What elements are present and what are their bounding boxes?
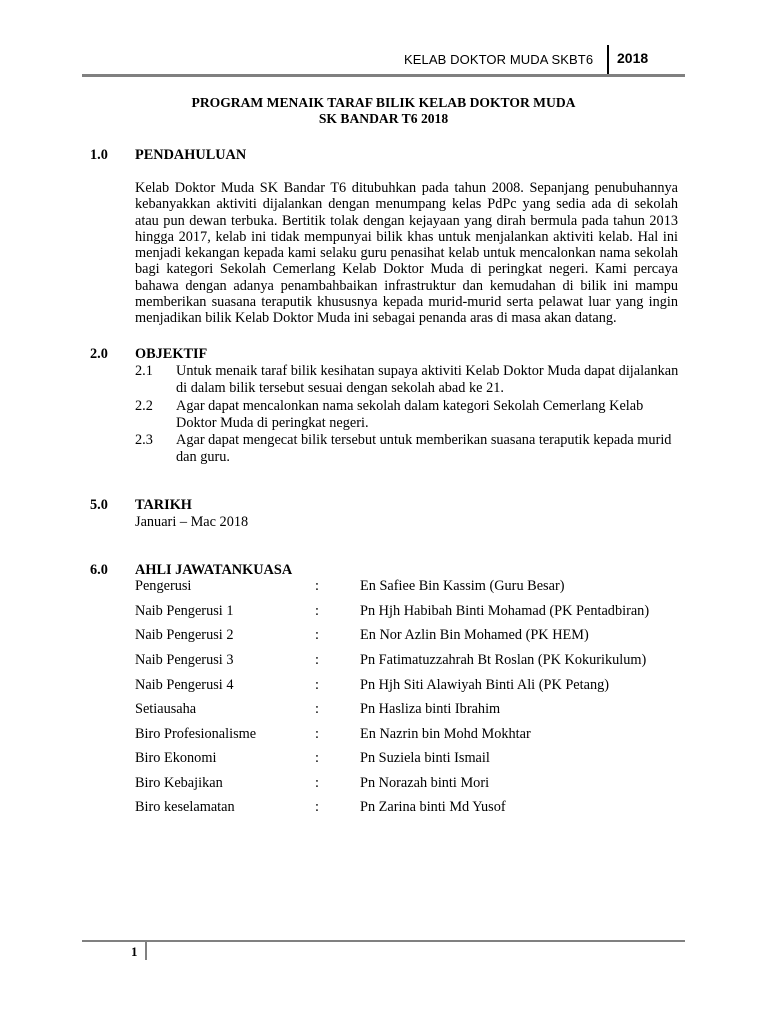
committee-name: Pn Fatimatuzzahrah Bt Roslan (PK Kokurikulum) (360, 652, 647, 668)
committee-role: Naib Pengerusi 2 (135, 627, 234, 643)
committee-colon: : (315, 652, 319, 668)
committee-role: Naib Pengerusi 4 (135, 677, 234, 693)
page-number: 1 (131, 944, 138, 959)
committee-name: En Nazrin bin Mohd Mokhtar (360, 726, 531, 742)
objective-text: Agar dapat mengecat bilik tersebut untuk memberikan suasana teraputik kepada murid dan guru. (176, 432, 672, 465)
committee-name: En Nor Azlin Bin Mohamed (PK HEM) (360, 627, 589, 643)
committee-name: Pn Hjh Siti Alawiyah Binti Ali (PK Petang) (360, 677, 610, 693)
header-title: KELAB DOKTOR MUDA SKBT6 (404, 52, 594, 67)
committee-colon: : (315, 627, 319, 643)
section-number-objectives: 2.0 (90, 346, 108, 362)
doc-title-line2: SK BANDAR T6 2018 (318, 111, 449, 126)
committee-role: Pengerusi (135, 578, 192, 594)
committee-colon: : (315, 726, 319, 742)
committee-colon: : (315, 775, 319, 791)
committee-name: En Safiee Bin Kassim (Guru Besar) (360, 578, 565, 594)
objective-text: Untuk menaik taraf bilik kesihatan supaya aktiviti Kelab Doktor Muda dapat dijalankan di dalam bilik tersebut sesuai dengan sekolah abad ke 21. (176, 363, 679, 396)
committee-role: Setiausaha (135, 701, 197, 717)
committee-name: Pn Suziela binti Ismail (360, 750, 490, 766)
objective-number: 2.2 (135, 398, 153, 414)
section-heading-committee: AHLI JAWATANKUASA (135, 562, 293, 578)
header-year: 2018 (617, 50, 649, 66)
committee-colon: : (315, 603, 319, 619)
committee-name: Pn Hasliza binti Ibrahim (360, 701, 501, 717)
committee-name: Pn Hjh Habibah Binti Mohamad (PK Pentadbiran) (360, 603, 650, 619)
committee-colon: : (315, 578, 319, 594)
committee-name: Pn Norazah binti Mori (360, 775, 490, 791)
committee-colon: : (315, 799, 319, 815)
header-separator (607, 45, 609, 75)
committee-role: Biro Ekonomi (135, 750, 217, 766)
date-value: Januari – Mac 2018 (135, 514, 249, 530)
committee-role: Biro keselamatan (135, 799, 235, 815)
section-number-intro: 1.0 (90, 147, 108, 163)
objective-number: 2.3 (135, 432, 153, 448)
objective-text: Agar dapat mencalonkan nama sekolah dalam kategori Sekolah Cemerlang Kelab Doktor Muda di peringkat negeri. (176, 398, 644, 431)
objective-number: 2.1 (135, 363, 153, 379)
section-heading-date: TARIKH (135, 497, 192, 513)
committee-role: Naib Pengerusi 1 (135, 603, 234, 619)
section-number-committee: 6.0 (90, 562, 108, 578)
section-number-date: 5.0 (90, 497, 108, 513)
committee-role: Biro Kebajikan (135, 775, 223, 791)
committee-role: Naib Pengerusi 3 (135, 652, 234, 668)
committee-colon: : (315, 750, 319, 766)
footer-separator (145, 941, 147, 960)
doc-title-line1: PROGRAM MENAIK TARAF BILIK KELAB DOKTOR MUDA (191, 95, 576, 110)
section-heading-intro: PENDAHULUAN (135, 147, 247, 163)
committee-name: Pn Zarina binti Md Yusof (360, 799, 506, 815)
intro-paragraph: Kelab Doktor Muda SK Bandar T6 ditubuhkan pada tahun 2008. Sepanjang penubuhannya kebanyakkan aktiviti dijalankan dengan menumpang kelas PdPc yang sedia ada di sekolah atau pun dewan terbuka. Bertitik tolak dengan kejayaan yang dirah bermula pada tahun 2013 hingga 2017, kelab ini tidak mempunyai bilik khas untuk menjalankan aktiviti kelab. Hal ini menjadi kekangan kepada kami selaku guru penasihat kelab untuk mencalonkan nama sekolah bagi kategori Sekolah Cemerlang Kelab Doktor Muda di peringkat negeri. Kami percaya bahawa dengan adanya penambahbaikan infrastruktur dan kemudahan di bilik ini mampu memberikan suasana teraputik khususnya kepada murid-murid serta pelawat luar yang ingin menjadikan bilik Kelab Doktor Muda ini sebagai penanda aras di masa akan datang. (135, 180, 678, 327)
header-rule (82, 74, 685, 77)
section-heading-objectives: OBJEKTIF (135, 346, 208, 362)
committee-role: Biro Profesionalisme (135, 726, 257, 742)
committee-colon: : (315, 677, 319, 693)
committee-colon: : (315, 701, 319, 717)
footer-rule (82, 940, 685, 942)
